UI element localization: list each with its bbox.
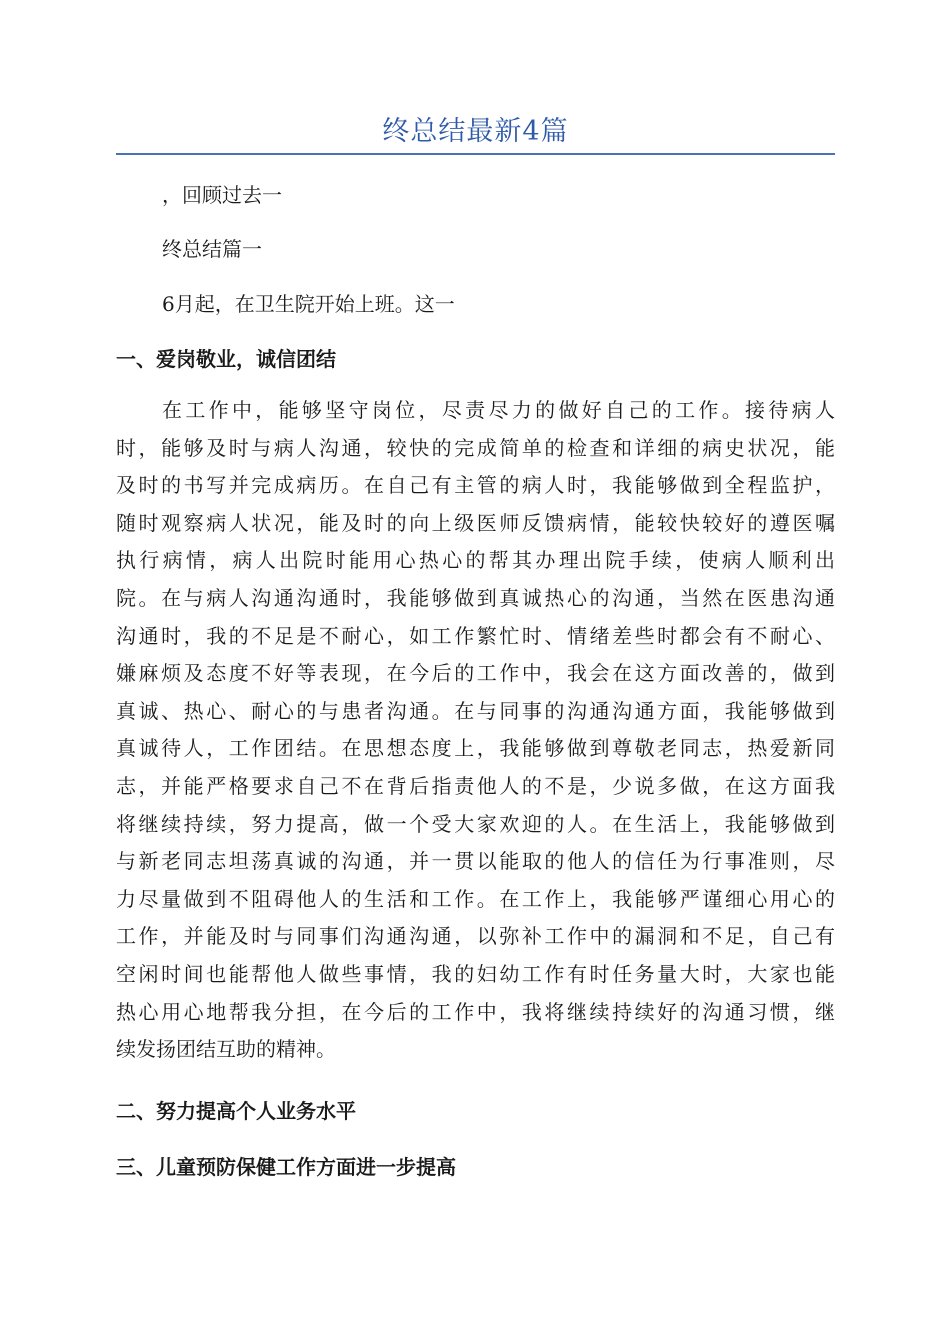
body-line: 及时的书写并完成病历。在自己有主管的病人时，我能够做到全程监护， <box>116 473 835 498</box>
body-line: 执行病情，病人出院时能用心热心的帮其办理出院手续，使病人顺利出 <box>116 548 835 573</box>
opening-line: 6月起，在卫生院开始上班。这一 <box>162 292 455 316</box>
body-line: 空闲时间也能帮他人做些事情，我的妇幼工作有时任务量大时，大家也能 <box>116 961 835 986</box>
section-heading-2: 二、努力提高个人业务水平 <box>116 1099 356 1123</box>
body-line: 在工作中，能够坚守岗位，尽责尽力的做好自己的工作。接待病人 <box>162 398 835 422</box>
body-line: 院。在与病人沟通沟通时，我能够做到真诚热心的沟通，当然在医患沟通 <box>116 585 835 610</box>
body-line: 沟通时，我的不足是不耐心，如工作繁忙时、情绪差些时都会有不耐心、 <box>116 623 835 648</box>
body-line: 真诚待人，工作团结。在思想态度上，我能够做到尊敬老同志，热爱新同 <box>116 736 835 761</box>
intro-line: ，回顾过去一 <box>162 183 282 207</box>
body-line: 志，并能严格要求自己不在背后指责他人的不是，少说多做，在这方面我 <box>116 773 835 798</box>
document-title: 终总结最新4篇 <box>382 116 569 147</box>
body-line: 时，能够及时与病人沟通，较快的完成简单的检查和详细的病史状况，能 <box>116 435 835 460</box>
body-line: 真诚、热心、耐心的与患者沟通。在与同事的沟通沟通方面，我能够做到 <box>116 698 835 723</box>
document-subtitle: 终总结篇一 <box>162 237 262 261</box>
body-line: 续发扬团结互助的精神。 <box>116 1037 336 1062</box>
body-line: 与新老同志坦荡真诚的沟通，并一贯以能取的他人的信任为行事准则，尽 <box>116 849 835 874</box>
body-line: 热心用心地帮我分担，在今后的工作中，我将继续持续好的沟通习惯，继 <box>116 999 835 1024</box>
section-heading-1: 一、爱岗敬业，诚信团结 <box>116 347 336 371</box>
body-line: 嫌麻烦及态度不好等表现，在今后的工作中，我会在这方面改善的，做到 <box>116 661 835 686</box>
section-1-body <box>116 392 835 1069</box>
body-line: 随时观察病人状况，能及时的向上级医师反馈病情，能较快较好的遵医嘱 <box>116 510 835 535</box>
body-line: 将继续持续，努力提高，做一个受大家欢迎的人。在生活上，我能够做到 <box>116 811 835 836</box>
title-underline <box>116 153 835 155</box>
section-heading-3: 三、儿童预防保健工作方面进一步提高 <box>116 1155 456 1179</box>
body-line: 工作，并能及时与同事们沟通沟通，以弥补工作中的漏洞和不足，自己有 <box>116 924 835 949</box>
body-line: 力尽量做到不阻碍他人的生活和工作。在工作上，我能够严谨细心用心的 <box>116 886 835 911</box>
